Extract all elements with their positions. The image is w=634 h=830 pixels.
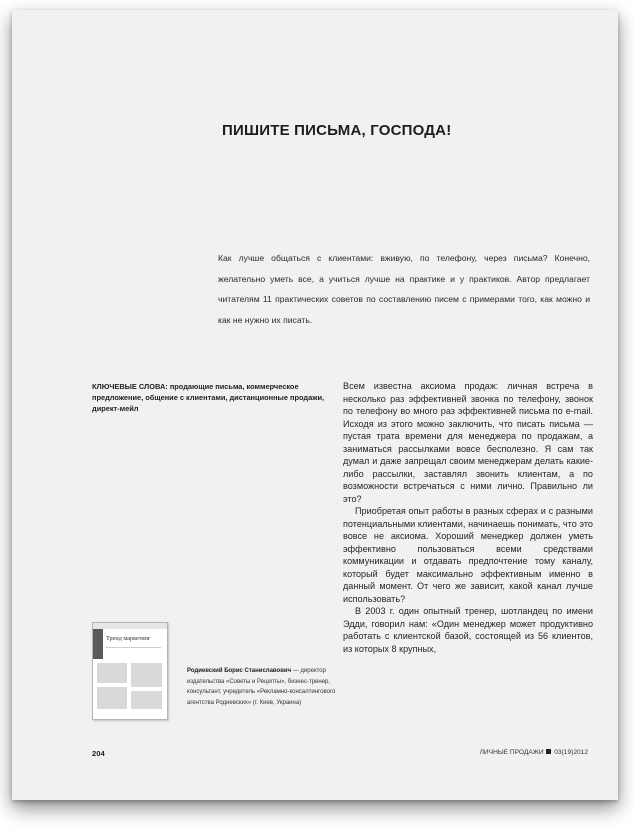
body-column bbox=[343, 380, 593, 655]
cover-photo bbox=[93, 629, 103, 659]
book-cover-image bbox=[92, 622, 168, 720]
cover-text-block bbox=[131, 663, 162, 687]
magazine-name: ЛИЧНЫЕ ПРОДАЖИ bbox=[479, 749, 544, 756]
cover-header-band bbox=[93, 623, 167, 629]
article-title: ПИШИТЕ ПИСЬМА, ГОСПОДА! bbox=[222, 122, 452, 139]
cover-text-block bbox=[97, 687, 127, 709]
keywords-block bbox=[92, 381, 342, 415]
author-bio bbox=[187, 666, 337, 708]
body-paragraph: Приобретая опыт работы в разных сферах и с разными потенциальными клиентами, начинаешь понимать, что это вовсе не аксиома. Хороший менеджер должен уметь эффективно пользоваться всеми средствами коммуникации и отдавать предпочтение тому каналу, который будет максимально эффективным именно в данный момент. От чего же зависит, какой канал лучше использовать? bbox=[343, 506, 593, 604]
cover-title: Тренд маркетинг bbox=[106, 635, 151, 642]
square-bullet-icon bbox=[546, 749, 551, 754]
keywords-label: КЛЮЧЕВЫЕ СЛОВА: bbox=[92, 382, 168, 391]
author-name: Родиевский Борис Станиславович bbox=[187, 668, 292, 674]
cover-text-line bbox=[106, 647, 161, 648]
body-paragraph: В 2003 г. один опытный тренер, шотландец по имени Эдди, говорил нам: «Один менеджер может продуктивно работать с клиентской базой, состоящей из 56 клиентов, из которых 8 крупных, bbox=[343, 606, 593, 654]
running-footer bbox=[480, 749, 588, 756]
magazine-page bbox=[12, 10, 618, 800]
page-number: 204 bbox=[92, 749, 105, 758]
keywords-text: продающие письма, коммерческое предложение, общение с клиентами, дистанционные продажи, директ-мейл bbox=[92, 382, 325, 414]
cover-text-block bbox=[131, 691, 162, 709]
author-description: — директор издательства «Советы и Рецепты», бизнес-тренер, консультант, учредитель «Рекламно-консалтингового агентства Родиевских» (г. Киев, Украина) bbox=[187, 668, 336, 706]
issue-number: 03(19)2012 bbox=[554, 749, 588, 756]
cover-text-block bbox=[97, 663, 127, 683]
article-lead: Как лучше общаться с клиентами: вживую, по телефону, через письма? Конечно, желательно уметь все, а учиться лучше на практике и у практиков. Автор предлагает читателям 11 практических советов по составлению писем с примерами того, как можно и как не нужно их писать. bbox=[218, 253, 590, 325]
body-paragraph: Всем известна аксиома продаж: личная встреча в несколько раз эффективней звонка по телефону, звонок по телефону во много раз эффективней письма по e-mail. Исходя из этого можно заключить, что писать письма — пустая трата времени для менеджера по продажам, а заниматься рассылками вовсе бесполезно. Я сам так думал и даже запрещал своим менеджерам делать какие-либо рассылки, заставлял звонить клиентам, а по возможности встречаться с ними лично. Правильно ли это? bbox=[343, 381, 593, 504]
